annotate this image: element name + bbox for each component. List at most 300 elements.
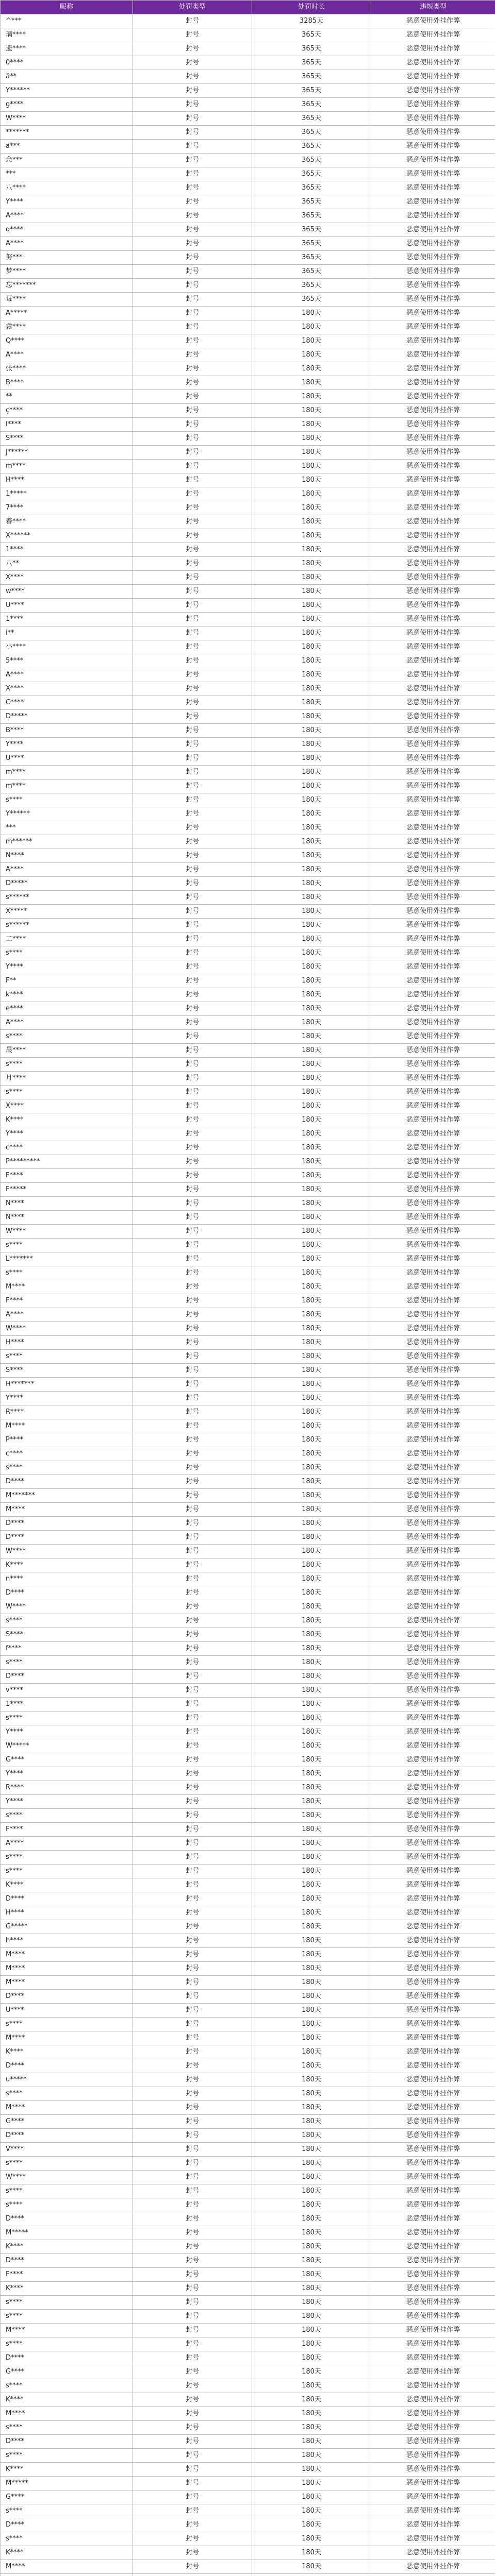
table-row: [1, 1294, 495, 1308]
cell-penalty-type: 封号: [133, 1656, 252, 1670]
cell-nickname: N****: [1, 849, 133, 863]
cell-penalty-type: 封号: [133, 2407, 252, 2421]
cell-nickname: F****: [1, 2268, 133, 2282]
cell-violation-type: 恶意使用外挂作弊: [371, 1002, 495, 1016]
cell-penalty-type: 封号: [133, 2393, 252, 2407]
cell-penalty-type: 封号: [133, 237, 252, 251]
cell-violation-type: 恶意使用外挂作弊: [371, 1684, 495, 1698]
cell-penalty-duration: 180天: [252, 2059, 371, 2073]
cell-violation-type: 恶意使用外挂作弊: [371, 1739, 495, 1753]
cell-violation-type: 恶意使用外挂作弊: [371, 1531, 495, 1545]
cell-penalty-type: 封号: [133, 126, 252, 140]
cell-penalty-duration: 180天: [252, 1239, 371, 1252]
cell-violation-type: 恶意使用外挂作弊: [371, 599, 495, 613]
cell-violation-type: 恶意使用外挂作弊: [371, 1419, 495, 1433]
cell-violation-type: 恶意使用外挂作弊: [371, 2004, 495, 2018]
cell-penalty-type: 封号: [133, 2212, 252, 2226]
table-row: [1, 1767, 495, 1781]
cell-violation-type: 恶意使用外挂作弊: [371, 1086, 495, 1099]
cell-nickname: u*****: [1, 2073, 133, 2087]
cell-penalty-duration: 180天: [252, 501, 371, 515]
cell-nickname: 7****: [1, 501, 133, 515]
cell-nickname: M****: [1, 1976, 133, 1990]
table-row: [1, 1614, 495, 1628]
cell-nickname: A****: [1, 348, 133, 362]
cell-nickname: M****: [1, 2324, 133, 2337]
cell-nickname: ***: [1, 821, 133, 835]
header-row: [1, 1, 495, 14]
table-row: [1, 2115, 495, 2129]
cell-penalty-type: 封号: [133, 1809, 252, 1823]
cell-penalty-duration: 180天: [252, 1183, 371, 1197]
cell-penalty-duration: 180天: [252, 919, 371, 933]
cell-nickname: D****: [1, 1586, 133, 1600]
cell-nickname: [1, 2574, 133, 2576]
cell-nickname: F****: [1, 1294, 133, 1308]
cell-penalty-duration: 180天: [252, 334, 371, 348]
table-row: [1, 1572, 495, 1586]
table-row: [1, 585, 495, 599]
cell-penalty-type: 封号: [133, 891, 252, 905]
table-row: [1, 320, 495, 334]
cell-penalty-duration: 180天: [252, 1809, 371, 1823]
cell-penalty-type: 封号: [133, 515, 252, 529]
cell-penalty-type: 封号: [133, 98, 252, 112]
cell-violation-type: 恶意使用外挂作弊: [371, 265, 495, 279]
cell-violation-type: 恶意使用外挂作弊: [371, 1642, 495, 1656]
cell-penalty-duration: 365天: [252, 209, 371, 223]
table-row: [1, 2393, 495, 2407]
cell-nickname: M*****: [1, 2226, 133, 2240]
cell-penalty-type: 封号: [133, 1823, 252, 1837]
table-row: [1, 237, 495, 251]
cell-nickname: M****: [1, 1503, 133, 1517]
table-row: [1, 571, 495, 585]
cell-penalty-type: 封号: [133, 974, 252, 988]
cell-penalty-type: 封号: [133, 1517, 252, 1531]
table-row: [1, 613, 495, 626]
cell-nickname: U****: [1, 752, 133, 766]
cell-violation-type: 恶意使用外挂作弊: [371, 724, 495, 738]
cell-penalty-duration: 180天: [252, 1823, 371, 1837]
cell-penalty-type: 封号: [133, 821, 252, 835]
cell-penalty-type: 封号: [133, 1725, 252, 1739]
cell-violation-type: 恶意使用外挂作弊: [371, 2351, 495, 2365]
cell-penalty-duration: 365天: [252, 167, 371, 181]
cell-penalty-type: 封号: [133, 1280, 252, 1294]
cell-penalty-duration: 180天: [252, 933, 371, 946]
cell-violation-type: 恶意使用外挂作弊: [371, 1044, 495, 1058]
cell-nickname: Y****: [1, 1725, 133, 1739]
cell-penalty-duration: 180天: [252, 1586, 371, 1600]
table-row: [1, 1141, 495, 1155]
cell-violation-type: 恶意使用外挂作弊: [371, 2087, 495, 2101]
cell-nickname: M****: [1, 1962, 133, 1976]
cell-penalty-duration: 180天: [252, 752, 371, 766]
cell-penalty-type: 封号: [133, 613, 252, 626]
table-row: [1, 1795, 495, 1809]
cell-nickname: s****: [1, 2184, 133, 2198]
cell-nickname: k****: [1, 988, 133, 1002]
cell-nickname: 1*****: [1, 487, 133, 501]
cell-nickname: F*****: [1, 1183, 133, 1197]
cell-penalty-duration: 180天: [252, 1948, 371, 1962]
cell-penalty-duration: 180天: [252, 1628, 371, 1642]
cell-penalty-duration: 365天: [252, 112, 371, 126]
cell-penalty-duration: 180天: [252, 2379, 371, 2393]
cell-penalty-duration: 180天: [252, 1308, 371, 1322]
cell-penalty-duration: 180天: [252, 2115, 371, 2129]
cell-penalty-duration: 180天: [252, 1350, 371, 1364]
cell-penalty-duration: 180天: [252, 2240, 371, 2254]
cell-nickname: A****: [1, 237, 133, 251]
cell-nickname: U****: [1, 599, 133, 613]
cell-penalty-duration: 180天: [252, 543, 371, 557]
cell-violation-type: 恶意使用外挂作弊: [371, 1545, 495, 1558]
cell-penalty-type: 封号: [133, 223, 252, 237]
cell-penalty-duration: 180天: [252, 2087, 371, 2101]
table-row: [1, 1906, 495, 1920]
cell-penalty-type: 封号: [133, 2379, 252, 2393]
cell-penalty-type: 封号: [133, 988, 252, 1002]
table-row: [1, 307, 495, 320]
cell-nickname: M****: [1, 1948, 133, 1962]
table-row: [1, 1266, 495, 1280]
cell-penalty-duration: 180天: [252, 557, 371, 571]
cell-penalty-type: 封号: [133, 654, 252, 668]
cell-penalty-duration: 180天: [252, 724, 371, 738]
cell-nickname: m******: [1, 835, 133, 849]
cell-violation-type: 恶意使用外挂作弊: [371, 2101, 495, 2115]
cell-nickname: 月****: [1, 1072, 133, 1086]
table-row: [1, 710, 495, 724]
cell-penalty-duration: 180天: [252, 1155, 371, 1169]
table-row: [1, 1837, 495, 1851]
cell-penalty-type: 封号: [133, 181, 252, 195]
cell-nickname: M****: [1, 1280, 133, 1294]
cell-nickname: D****: [1, 1670, 133, 1684]
cell-violation-type: 恶意使用外挂作弊: [371, 1837, 495, 1851]
cell-nickname: K****: [1, 2045, 133, 2059]
cell-penalty-duration: 180天: [252, 2171, 371, 2184]
cell-penalty-type: 封号: [133, 1308, 252, 1322]
cell-penalty-duration: 180天: [252, 877, 371, 891]
cell-violation-type: 恶意使用外挂作弊: [371, 1030, 495, 1044]
cell-penalty-duration: 180天: [252, 2532, 371, 2546]
cell-penalty-type: 封号: [133, 793, 252, 807]
cell-penalty-duration: 365天: [252, 140, 371, 154]
cell-penalty-duration: 180天: [252, 1531, 371, 1545]
cell-penalty-duration: 180天: [252, 1781, 371, 1795]
table-row: [1, 1211, 495, 1225]
table-row: [1, 905, 495, 919]
table-row: [1, 919, 495, 933]
cell-violation-type: 恶意使用外挂作弊: [371, 293, 495, 307]
cell-nickname: s****: [1, 1851, 133, 1865]
cell-penalty-duration: 180天: [252, 1405, 371, 1419]
cell-penalty-duration: 180天: [252, 1545, 371, 1558]
cell-penalty-type: 封号: [133, 1433, 252, 1447]
table-row: [1, 1920, 495, 1934]
table-row: [1, 877, 495, 891]
cell-penalty-type: 封号: [133, 1044, 252, 1058]
table-row: [1, 2101, 495, 2115]
cell-nickname: 梦****: [1, 265, 133, 279]
cell-violation-type: 恶意使用外挂作弊: [371, 793, 495, 807]
cell-violation-type: 恶意使用外挂作弊: [371, 2421, 495, 2435]
cell-violation-type: 恶意使用外挂作弊: [371, 320, 495, 334]
cell-penalty-duration: 3285天: [252, 14, 371, 28]
table-row: [1, 2421, 495, 2435]
table-row: [1, 1684, 495, 1698]
cell-nickname: D****: [1, 1475, 133, 1489]
table-row: [1, 2477, 495, 2490]
cell-penalty-duration: 180天: [252, 404, 371, 418]
cell-penalty-type: 封号: [133, 1934, 252, 1948]
cell-penalty-type: 封号: [133, 1767, 252, 1781]
table-row: [1, 195, 495, 209]
cell-nickname: s******: [1, 919, 133, 933]
table-row: [1, 2254, 495, 2268]
cell-penalty-type: 封号: [133, 473, 252, 487]
table-row: [1, 793, 495, 807]
table-row: [1, 1044, 495, 1058]
cell-penalty-type: 封号: [133, 2546, 252, 2560]
cell-penalty-duration: 180天: [252, 1558, 371, 1572]
cell-penalty-type: 封号: [133, 933, 252, 946]
cell-violation-type: 恶意使用外挂作弊: [371, 1517, 495, 1531]
cell-penalty-duration: 365天: [252, 28, 371, 42]
table-row: [1, 2532, 495, 2546]
table-row: [1, 2337, 495, 2351]
cell-penalty-duration: 365天: [252, 98, 371, 112]
cell-penalty-duration: 180天: [252, 2310, 371, 2324]
cell-penalty-duration: 180天: [252, 1141, 371, 1155]
cell-nickname: M****: [1, 2560, 133, 2574]
cell-nickname: Q****: [1, 334, 133, 348]
cell-violation-type: 恶意使用外挂作弊: [371, 334, 495, 348]
cell-violation-type: 恶意使用外挂作弊: [371, 460, 495, 473]
cell-penalty-type: 封号: [133, 1252, 252, 1266]
cell-penalty-duration: 180天: [252, 1739, 371, 1753]
cell-violation-type: 恶意使用外挂作弊: [371, 307, 495, 320]
cell-penalty-type: 封号: [133, 696, 252, 710]
table-row: [1, 2143, 495, 2157]
cell-violation-type: 恶意使用外挂作弊: [371, 446, 495, 460]
header-violation-type: 违规类型: [371, 1, 495, 14]
cell-penalty-type: 封号: [133, 501, 252, 515]
cell-penalty-type: 封号: [133, 2449, 252, 2463]
table-row: [1, 432, 495, 446]
cell-violation-type: 恶意使用外挂作弊: [371, 1725, 495, 1739]
cell-penalty-type: 封号: [133, 1197, 252, 1211]
table-row: [1, 682, 495, 696]
cell-penalty-type: 封号: [133, 2490, 252, 2504]
cell-penalty-duration: 180天: [252, 1211, 371, 1225]
cell-nickname: K****: [1, 2282, 133, 2296]
table-row: [1, 2018, 495, 2031]
cell-nickname: 0****: [1, 56, 133, 70]
cell-nickname: 晨****: [1, 1044, 133, 1058]
cell-violation-type: 恶意使用外挂作弊: [371, 1976, 495, 1990]
table-row: [1, 1405, 495, 1419]
table-row: [1, 752, 495, 766]
cell-penalty-duration: 180天: [252, 1489, 371, 1503]
cell-nickname: D****: [1, 1517, 133, 1531]
cell-penalty-type: 封号: [133, 2282, 252, 2296]
cell-nickname: v****: [1, 1684, 133, 1698]
cell-penalty-duration: 180天: [252, 1934, 371, 1948]
table-row: [1, 1878, 495, 1892]
cell-nickname: H****: [1, 473, 133, 487]
table-row: [1, 2059, 495, 2073]
cell-penalty-duration: 180天: [252, 446, 371, 460]
cell-violation-type: 恶意使用外挂作弊: [371, 2129, 495, 2143]
cell-nickname: s****: [1, 946, 133, 960]
table-row: [1, 2004, 495, 2018]
cell-nickname: **: [1, 390, 133, 404]
cell-violation-type: 恶意使用外挂作弊: [371, 2407, 495, 2421]
cell-nickname: ^***: [1, 14, 133, 28]
cell-penalty-type: 封号: [133, 2268, 252, 2282]
cell-violation-type: 恶意使用外挂作弊: [371, 112, 495, 126]
table-row: [1, 529, 495, 543]
cell-penalty-type: 封号: [133, 1127, 252, 1141]
cell-nickname: s****: [1, 2157, 133, 2171]
cell-penalty-duration: 365天: [252, 251, 371, 265]
cell-penalty-type: 封号: [133, 1586, 252, 1600]
header-nickname: 昵称: [1, 1, 133, 14]
cell-violation-type: 恶意使用外挂作弊: [371, 2490, 495, 2504]
cell-violation-type: 恶意使用外挂作弊: [371, 1447, 495, 1461]
cell-penalty-type: 封号: [133, 1503, 252, 1517]
table-row: [1, 515, 495, 529]
cell-penalty-duration: 180天: [252, 1614, 371, 1628]
cell-violation-type: 恶意使用外挂作弊: [371, 2212, 495, 2226]
cell-penalty-type: 封号: [133, 84, 252, 98]
cell-violation-type: 恶意使用外挂作弊: [371, 1364, 495, 1378]
cell-penalty-duration: 180天: [252, 2184, 371, 2198]
table-row: [1, 1851, 495, 1865]
table-row: [1, 2504, 495, 2518]
table-row: [1, 348, 495, 362]
table-row: [1, 807, 495, 821]
cell-penalty-duration: 180天: [252, 1990, 371, 2004]
cell-violation-type: 恶意使用外挂作弊: [371, 2463, 495, 2477]
cell-penalty-type: 封号: [133, 682, 252, 696]
cell-penalty-type: 封号: [133, 334, 252, 348]
cell-nickname: Y****: [1, 1795, 133, 1809]
table-row: [1, 70, 495, 84]
cell-nickname: 春****: [1, 515, 133, 529]
cell-penalty-duration: 180天: [252, 1753, 371, 1767]
cell-violation-type: 恶意使用外挂作弊: [371, 752, 495, 766]
cell-violation-type: 恶意使用外挂作弊: [371, 515, 495, 529]
cell-penalty-duration: 180天: [252, 418, 371, 432]
cell-penalty-duration: 365天: [252, 265, 371, 279]
table-row: [1, 1503, 495, 1517]
cell-nickname: s****: [1, 1865, 133, 1878]
cell-nickname: Y****: [1, 960, 133, 974]
cell-penalty-type: 封号: [133, 1169, 252, 1183]
table-row: [1, 279, 495, 293]
cell-penalty-duration: 180天: [252, 821, 371, 835]
cell-violation-type: 恶意使用外挂作弊: [371, 1614, 495, 1628]
cell-penalty-type: 封号: [133, 1447, 252, 1461]
cell-penalty-duration: 180天: [252, 1878, 371, 1892]
table-row: [1, 2407, 495, 2421]
table-row: [1, 724, 495, 738]
table-row: [1, 1225, 495, 1239]
cell-nickname: 遗****: [1, 42, 133, 56]
cell-penalty-type: 封号: [133, 432, 252, 446]
table-row: [1, 2184, 495, 2198]
cell-violation-type: 恶意使用外挂作弊: [371, 1558, 495, 1572]
cell-penalty-type: 封号: [133, 1670, 252, 1684]
cell-violation-type: 恶意使用外挂作弊: [371, 1183, 495, 1197]
cell-penalty-type: 封号: [133, 446, 252, 460]
cell-nickname: s****: [1, 1809, 133, 1823]
cell-penalty-duration: 180天: [252, 1280, 371, 1294]
cell-nickname: A****: [1, 1016, 133, 1030]
cell-penalty-type: 封号: [133, 1211, 252, 1225]
cell-penalty-duration: 365天: [252, 181, 371, 195]
cell-penalty-type: 封号: [133, 626, 252, 640]
cell-violation-type: 恶意使用外挂作弊: [371, 42, 495, 56]
cell-violation-type: 恶意使用外挂作弊: [371, 1197, 495, 1211]
cell-nickname: 鑫****: [1, 320, 133, 334]
table-row: [1, 946, 495, 960]
table-row: [1, 181, 495, 195]
cell-penalty-type: 封号: [133, 1266, 252, 1280]
cell-penalty-type: 封号: [133, 2129, 252, 2143]
table-row: [1, 14, 495, 28]
cell-nickname: Y****: [1, 1392, 133, 1405]
cell-penalty-type: 封号: [133, 140, 252, 154]
cell-violation-type: 恶意使用外挂作弊: [371, 1058, 495, 1072]
cell-violation-type: 恶意使用外挂作弊: [371, 571, 495, 585]
cell-violation-type: 恶意使用外挂作弊: [371, 376, 495, 390]
cell-violation-type: 恶意使用外挂作弊: [371, 1934, 495, 1948]
cell-nickname: X****: [1, 1099, 133, 1113]
table-row: [1, 154, 495, 167]
table-row: [1, 126, 495, 140]
cell-nickname: G*****: [1, 1920, 133, 1934]
cell-violation-type: 恶意使用外挂作弊: [371, 473, 495, 487]
cell-violation-type: 恶意使用外挂作弊: [371, 2073, 495, 2087]
table-row: [1, 1113, 495, 1127]
cell-penalty-duration: 365天: [252, 237, 371, 251]
cell-violation-type: 恶意使用外挂作弊: [371, 543, 495, 557]
table-row: [1, 293, 495, 307]
table-row: [1, 167, 495, 181]
cell-penalty-type: 封号: [133, 877, 252, 891]
cell-penalty-duration: 180天: [252, 1016, 371, 1030]
cell-violation-type: 恶意使用外挂作弊: [371, 1461, 495, 1475]
cell-nickname: B****: [1, 376, 133, 390]
cell-nickname: M*****: [1, 2477, 133, 2490]
table-row: [1, 2268, 495, 2282]
cell-nickname: Y******: [1, 807, 133, 821]
cell-violation-type: 恶意使用外挂作弊: [371, 1127, 495, 1141]
cell-penalty-duration: 180天: [252, 529, 371, 543]
cell-violation-type: 恶意使用外挂作弊: [371, 1962, 495, 1976]
cell-nickname: 1****: [1, 1698, 133, 1711]
cell-penalty-type: 封号: [133, 1239, 252, 1252]
cell-penalty-duration: 180天: [252, 1837, 371, 1851]
cell-violation-type: 恶意使用外挂作弊: [371, 807, 495, 821]
cell-nickname: P****: [1, 1433, 133, 1447]
